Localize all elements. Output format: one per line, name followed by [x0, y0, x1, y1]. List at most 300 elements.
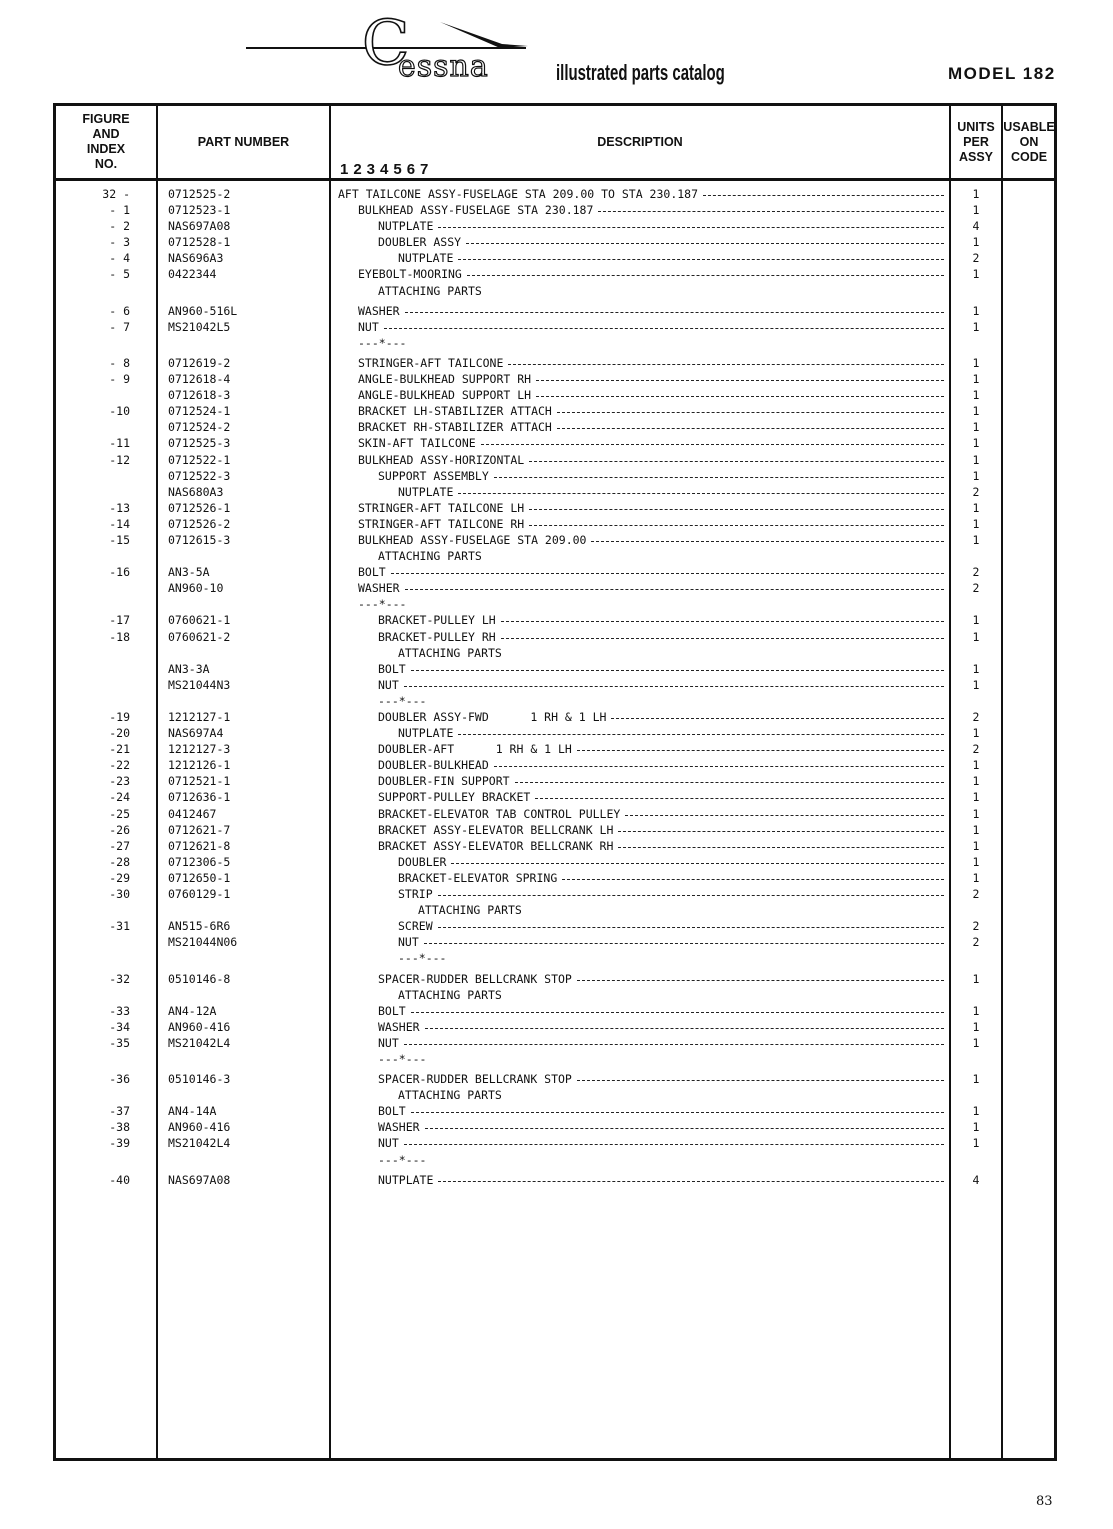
- units-per-assy: 1: [972, 303, 980, 318]
- table-row: [56, 202, 1054, 218]
- leader-line: [529, 516, 944, 526]
- leader-line: [515, 773, 944, 783]
- description: [338, 435, 946, 451]
- leader-line: [625, 806, 944, 816]
- description-text: STRINGER-AFT TAILCONE RH: [358, 516, 525, 531]
- part-number: 0712636-1: [168, 790, 231, 805]
- table-row: [56, 661, 1054, 677]
- parts-table: [53, 103, 1057, 1461]
- description-text: ---*---: [398, 951, 447, 966]
- leader-line: [577, 1071, 944, 1081]
- index-number: -33: [109, 1003, 130, 1018]
- description-text: NUT: [398, 935, 419, 950]
- table-row: [56, 918, 1054, 934]
- units-per-assy: 1: [972, 790, 980, 805]
- part-number: AN960-416: [168, 1120, 231, 1135]
- part-number: 0510146-3: [168, 1072, 231, 1087]
- description: [338, 468, 946, 484]
- description: [338, 1152, 946, 1168]
- description-text: BRACKET-PULLEY LH: [378, 613, 496, 628]
- part-number: 1212127-1: [168, 710, 231, 724]
- table-row: [56, 419, 1054, 435]
- description-text: BULKHEAD ASSY-HORIZONTAL: [358, 452, 525, 467]
- part-number: MS21042L4: [168, 1035, 231, 1050]
- description: [338, 1172, 946, 1188]
- index-number: -11: [109, 436, 130, 451]
- units-per-assy: 1: [972, 1035, 980, 1050]
- description: [338, 629, 946, 645]
- indent-levels: 1234567: [340, 161, 434, 178]
- part-number: 0760129-1: [168, 887, 231, 902]
- index-number: - 3: [109, 235, 130, 250]
- index-number: -35: [109, 1035, 130, 1050]
- description-text: ---*---: [358, 335, 407, 350]
- description: [338, 693, 946, 709]
- header-line: ASSY: [958, 149, 994, 164]
- index-number: -28: [109, 854, 130, 869]
- header-line: UNITS: [957, 119, 995, 134]
- table-row: [56, 757, 1054, 773]
- table-row: [56, 500, 1054, 516]
- description-text: AFT TAILCONE ASSY-FUSELAGE STA 209.00 TO STA 230.187: [338, 187, 699, 201]
- description: [338, 596, 946, 612]
- description: [338, 516, 946, 532]
- table-row: [56, 934, 1054, 950]
- table-row: [56, 266, 1054, 282]
- description: [338, 1035, 946, 1051]
- description: [338, 419, 946, 435]
- description-text: SUPPORT-PULLEY BRACKET: [378, 790, 531, 805]
- table-row: [56, 822, 1054, 838]
- leader-line: [562, 870, 944, 880]
- description: [338, 806, 946, 822]
- table-row: [56, 403, 1054, 419]
- leader-line: [384, 319, 944, 329]
- description: [338, 757, 946, 773]
- table-row: [56, 725, 1054, 741]
- description-text: ATTACHING PARTS: [418, 903, 522, 918]
- units-per-assy: 1: [972, 1120, 980, 1135]
- part-number: 0712526-1: [168, 500, 231, 515]
- description-text: SKIN-AFT TAILCONE: [358, 436, 476, 451]
- leader-line: [438, 1172, 944, 1182]
- units-per-assy: 2: [972, 742, 980, 757]
- part-number: AN4-12A: [168, 1003, 217, 1018]
- description-text: DOUBLER-FIN SUPPORT: [378, 774, 510, 789]
- part-number: 0712306-5: [168, 854, 231, 869]
- units-per-assy: 4: [972, 1172, 980, 1187]
- units-per-assy: 4: [972, 219, 980, 234]
- part-number: 1212127-3: [168, 742, 231, 757]
- logo-swoosh-icon: [430, 20, 530, 50]
- index-number: -26: [109, 822, 130, 837]
- leader-line: [411, 1003, 944, 1013]
- leader-line: [438, 886, 944, 896]
- logo-wordmark: essna: [398, 49, 489, 84]
- table-row: [56, 1152, 1054, 1168]
- leader-line: [529, 452, 944, 462]
- table-row: [56, 319, 1054, 335]
- logo-initial: C: [362, 6, 410, 79]
- description: [338, 773, 946, 789]
- leader-line: [501, 612, 944, 622]
- description-text: ATTACHING PARTS: [398, 645, 502, 660]
- table-row: [56, 789, 1054, 805]
- table-row: [56, 971, 1054, 987]
- index-number: -14: [109, 516, 130, 531]
- part-number: 1212126-1: [168, 758, 231, 773]
- leader-line: [404, 1135, 944, 1145]
- units-per-assy: 1: [972, 854, 980, 869]
- index-number: -40: [109, 1172, 130, 1187]
- table-row: [56, 303, 1054, 319]
- part-number: 0760621-1: [168, 613, 231, 628]
- index-number: -17: [109, 613, 130, 628]
- description-text: BOLT: [378, 661, 406, 676]
- part-number: MS21044N06: [168, 935, 238, 950]
- leader-line: [458, 250, 944, 260]
- part-number: 0712526-2: [168, 516, 231, 531]
- index-number: -23: [109, 774, 130, 789]
- table-row: [56, 741, 1054, 757]
- index-number: - 7: [109, 319, 130, 334]
- index-number: -16: [109, 565, 130, 580]
- units-per-assy: 1: [972, 355, 980, 370]
- units-per-assy: 2: [972, 581, 980, 596]
- leader-line: [536, 387, 944, 397]
- index-number: - 8: [109, 355, 130, 370]
- part-number: 0412467: [168, 806, 217, 821]
- leader-line: [494, 468, 944, 478]
- model-label: MODEL 182: [948, 64, 1056, 83]
- description-text: BRACKET-ELEVATOR TAB CONTROL PULLEY: [378, 806, 621, 821]
- part-number: NAS680A3: [168, 484, 224, 499]
- description: [338, 789, 946, 805]
- description: [338, 1135, 946, 1151]
- leader-line: [458, 725, 944, 735]
- units-per-assy: 1: [972, 500, 980, 515]
- index-number: 32 -: [102, 187, 130, 201]
- table-row: [56, 1119, 1054, 1135]
- description-text: BRACKET-ELEVATOR SPRING: [398, 870, 558, 885]
- leader-line: [536, 371, 944, 381]
- description: [338, 186, 946, 202]
- description: [338, 677, 946, 693]
- table-row: [56, 870, 1054, 886]
- description: [338, 971, 946, 987]
- leader-line: [458, 484, 944, 494]
- units-per-assy: 2: [972, 887, 980, 902]
- part-number: 0712522-3: [168, 468, 231, 483]
- leader-line: [411, 661, 944, 671]
- column-header-part-number: PART NUMBER: [197, 134, 290, 149]
- description-text: BULKHEAD ASSY-FUSELAGE STA 209.00: [358, 532, 587, 547]
- table-row: [56, 484, 1054, 500]
- table-row: [56, 1051, 1054, 1067]
- description: [338, 838, 946, 854]
- part-number: 0712524-1: [168, 404, 231, 419]
- description-text: ---*---: [358, 597, 407, 612]
- description-text: NUTPLATE: [398, 251, 454, 266]
- table-row: [56, 580, 1054, 596]
- units-per-assy: 1: [972, 468, 980, 483]
- description-text: ATTACHING PARTS: [398, 1088, 502, 1103]
- description-text: ---*---: [378, 693, 427, 708]
- table-row: [56, 773, 1054, 789]
- table-row: [56, 1135, 1054, 1151]
- part-number: AN515-6R6: [168, 919, 231, 934]
- units-per-assy: 1: [972, 806, 980, 821]
- description: [338, 902, 946, 918]
- table-row: [56, 596, 1054, 612]
- units-per-assy: 1: [972, 870, 980, 885]
- description-text: ---*---: [378, 1051, 427, 1066]
- description: [338, 1103, 946, 1119]
- index-number: -34: [109, 1019, 130, 1034]
- index-number: -29: [109, 870, 130, 885]
- table-row: [56, 234, 1054, 250]
- header-line: PER: [963, 134, 989, 149]
- leader-line: [438, 218, 944, 228]
- part-number: NAS697A08: [168, 219, 231, 234]
- units-per-assy: 2: [972, 935, 980, 950]
- table-row: [56, 355, 1054, 371]
- table-row: [56, 612, 1054, 628]
- part-number: MS21044N3: [168, 677, 231, 692]
- table-row: [56, 1087, 1054, 1103]
- description-text: DOUBLER: [398, 854, 447, 869]
- table-row: [56, 371, 1054, 387]
- description-text: NUTPLATE: [398, 726, 454, 741]
- units-per-assy: 1: [972, 388, 980, 403]
- units-per-assy: 1: [972, 1072, 980, 1087]
- description-text: SUPPORT ASSEMBLY: [378, 468, 489, 483]
- column-header-units: [951, 106, 1001, 178]
- description: [338, 709, 946, 725]
- index-number: - 1: [109, 203, 130, 218]
- description-text: BOLT: [358, 565, 386, 580]
- table-row: [56, 218, 1054, 234]
- index-number: -30: [109, 887, 130, 902]
- part-number: 0712618-4: [168, 372, 231, 387]
- table-row: [56, 548, 1054, 564]
- column-header-figure: [56, 106, 156, 178]
- description-text: SPACER-RUDDER BELLCRANK STOP: [378, 1072, 572, 1087]
- description: [338, 870, 946, 886]
- leader-line: [404, 677, 944, 687]
- description: [338, 854, 946, 870]
- units-per-assy: 1: [972, 267, 980, 282]
- table-row: [56, 1019, 1054, 1035]
- index-number: - 9: [109, 372, 130, 387]
- description-text: NUT: [378, 1136, 399, 1151]
- leader-line: [438, 918, 944, 928]
- part-number: 0712621-8: [168, 838, 231, 853]
- description: [338, 452, 946, 468]
- table-row: [56, 987, 1054, 1003]
- units-per-assy: 1: [972, 971, 980, 986]
- leader-line: [598, 202, 944, 212]
- description: [338, 234, 946, 250]
- part-number: 0712523-1: [168, 203, 231, 218]
- index-number: -22: [109, 758, 130, 773]
- table-row: [56, 335, 1054, 351]
- description-text: BRACKET ASSY-ELEVATOR BELLCRANK LH: [378, 822, 614, 837]
- parts-list: [56, 186, 1054, 1188]
- index-number: -27: [109, 838, 130, 853]
- description: [338, 218, 946, 234]
- part-number: NAS697A4: [168, 726, 224, 741]
- column-header-usable: [1003, 106, 1055, 178]
- leader-line: [577, 971, 944, 981]
- description-text: NUT: [358, 319, 379, 334]
- description: [338, 580, 946, 596]
- units-per-assy: 1: [972, 372, 980, 387]
- column-header-description: DESCRIPTION: [597, 134, 683, 149]
- table-row: [56, 1035, 1054, 1051]
- table-row: [56, 645, 1054, 661]
- table-row: [56, 677, 1054, 693]
- leader-line: [494, 757, 944, 767]
- index-number: - 2: [109, 219, 130, 234]
- description: [338, 250, 946, 266]
- page-number: 83: [1036, 1494, 1053, 1509]
- table-row: [56, 564, 1054, 580]
- header-line: USABLE: [1003, 119, 1055, 134]
- description: [338, 283, 946, 299]
- units-per-assy: 1: [972, 1104, 980, 1119]
- part-number: AN3-5A: [168, 565, 210, 580]
- description: [338, 319, 946, 335]
- leader-line: [618, 822, 944, 832]
- index-number: -31: [109, 919, 130, 934]
- header-line: NO.: [94, 157, 118, 171]
- leader-line: [391, 564, 944, 574]
- description-text: SPACER-RUDDER BELLCRANK STOP: [378, 971, 572, 986]
- units-per-assy: 1: [972, 187, 980, 201]
- part-number: 0712522-1: [168, 452, 231, 467]
- units-per-assy: 1: [972, 822, 980, 837]
- units-per-assy: 1: [972, 404, 980, 419]
- description-text: STRIP: [398, 887, 433, 902]
- units-per-assy: 1: [972, 838, 980, 853]
- units-per-assy: 2: [972, 710, 980, 724]
- index-number: -19: [109, 710, 130, 724]
- part-number: AN960-416: [168, 1019, 231, 1034]
- part-number: 0712525-2: [168, 187, 231, 201]
- description-text: ATTACHING PARTS: [378, 549, 482, 564]
- units-per-assy: 1: [972, 436, 980, 451]
- header-line: FIGURE: [82, 112, 130, 126]
- description: [338, 934, 946, 950]
- table-row: [56, 387, 1054, 403]
- index-number: - 4: [109, 251, 130, 266]
- description-text: STRINGER-AFT TAILCONE: [358, 355, 504, 370]
- part-number: 0712619-2: [168, 355, 231, 370]
- table-row: [56, 435, 1054, 451]
- description: [338, 484, 946, 500]
- description-text: BRACKET LH-STABILIZER ATTACH: [358, 404, 552, 419]
- description: [338, 886, 946, 902]
- description: [338, 548, 946, 564]
- description: [338, 371, 946, 387]
- table-row: [56, 532, 1054, 548]
- units-per-assy: 1: [972, 319, 980, 334]
- table-row: [56, 1103, 1054, 1119]
- description: [338, 661, 946, 677]
- leader-line: [557, 403, 944, 413]
- leader-line: [529, 500, 944, 510]
- description-text: WASHER: [378, 1019, 420, 1034]
- part-number: 0760621-2: [168, 629, 231, 644]
- description-text: WASHER: [378, 1120, 420, 1135]
- description: [338, 202, 946, 218]
- description: [338, 266, 946, 282]
- units-per-assy: 1: [972, 452, 980, 467]
- leader-line: [703, 186, 944, 196]
- units-per-assy: 1: [972, 661, 980, 676]
- description: [338, 500, 946, 516]
- catalog-title: illustrated parts catalog: [556, 60, 725, 85]
- description: [338, 387, 946, 403]
- part-number: 0712618-3: [168, 388, 231, 403]
- description: [338, 335, 946, 351]
- part-number: NAS696A3: [168, 251, 224, 266]
- table-row: [56, 886, 1054, 902]
- units-per-assy: 1: [972, 726, 980, 741]
- index-number: -24: [109, 790, 130, 805]
- description: [338, 950, 946, 966]
- description: [338, 1019, 946, 1035]
- description-text: ANGLE-BULKHEAD SUPPORT RH: [358, 372, 532, 387]
- index-number: -37: [109, 1104, 130, 1119]
- table-row: [56, 854, 1054, 870]
- units-per-assy: 1: [972, 516, 980, 531]
- units-per-assy: 1: [972, 235, 980, 250]
- table-row: [56, 283, 1054, 299]
- description: [338, 355, 946, 371]
- description-text: NUT: [378, 1035, 399, 1050]
- leader-line: [404, 1035, 944, 1045]
- description: [338, 1003, 946, 1019]
- table-row: [56, 1071, 1054, 1087]
- description: [338, 822, 946, 838]
- index-number: -20: [109, 726, 130, 741]
- table-row: [56, 1003, 1054, 1019]
- table-row: [56, 452, 1054, 468]
- index-number: -12: [109, 452, 130, 467]
- page-header: [0, 0, 1113, 100]
- units-per-assy: 1: [972, 532, 980, 547]
- index-number: -21: [109, 742, 130, 757]
- part-number: 0712650-1: [168, 870, 231, 885]
- description-text: BRACKET-PULLEY RH: [378, 629, 496, 644]
- description-text: NUT: [378, 677, 399, 692]
- description: [338, 918, 946, 934]
- description-text: WASHER: [358, 303, 400, 318]
- description: [338, 1119, 946, 1135]
- description-text: BRACKET ASSY-ELEVATOR BELLCRANK RH: [378, 838, 614, 853]
- description-text: DOUBLER-BULKHEAD: [378, 758, 489, 773]
- part-number: 0712525-3: [168, 436, 231, 451]
- index-number: -25: [109, 806, 130, 821]
- description: [338, 987, 946, 1003]
- description: [338, 612, 946, 628]
- description: [338, 532, 946, 548]
- part-number: NAS697A08: [168, 1172, 231, 1187]
- part-number: 0712615-3: [168, 532, 231, 547]
- units-per-assy: 2: [972, 919, 980, 934]
